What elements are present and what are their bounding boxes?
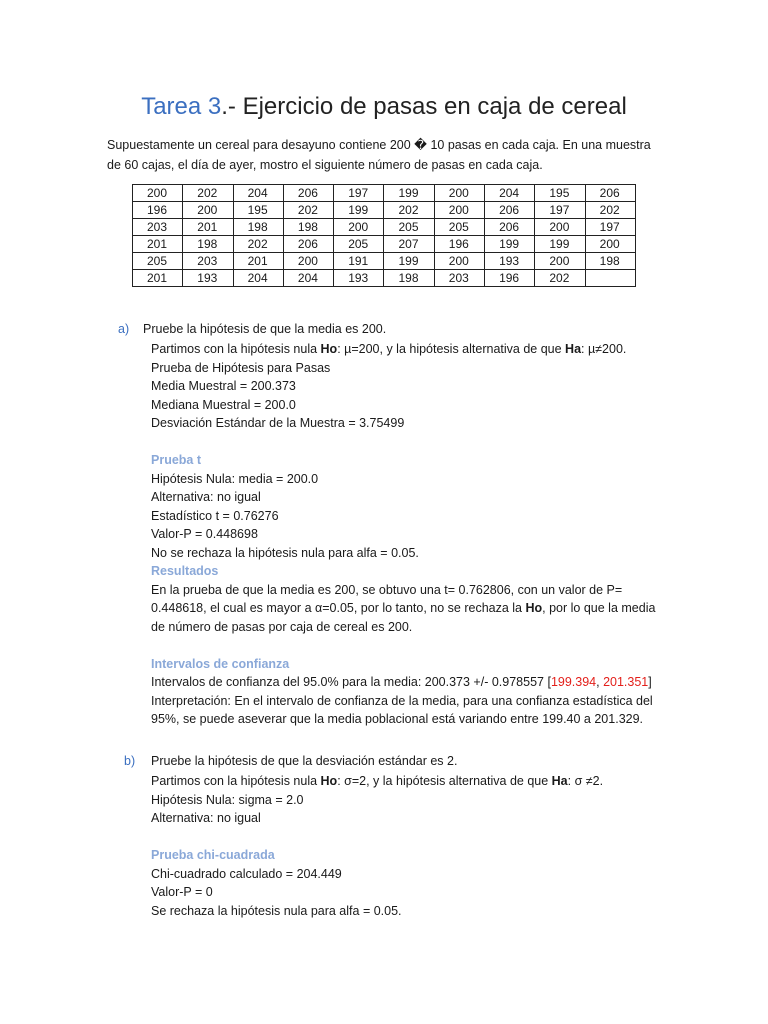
table-cell: 199	[334, 202, 384, 219]
chi-square-heading: Prueba chi-cuadrada	[151, 848, 275, 862]
table-cell: 205	[334, 236, 384, 253]
hyp-text: : µ≠200.	[581, 342, 627, 356]
ci-sep: ,	[596, 675, 604, 689]
table-cell: 200	[585, 236, 635, 253]
table-cell: 206	[585, 185, 635, 202]
interpretation-paragraph: Interpretación: En el intervalo de confianza de la media, para una confianza estadística del 95%, se puede aseverar que la media poblacional está variando entre 199.40 a 201.329.	[151, 693, 653, 726]
table-cell: 202	[233, 236, 283, 253]
table-cell: 204	[233, 270, 283, 287]
table-cell: 200	[334, 219, 384, 236]
table-cell: 197	[334, 185, 384, 202]
table-cell: 199	[384, 185, 434, 202]
title-accent: Tarea 3	[141, 93, 222, 120]
intro-paragraph: Supuestamente un cereal para desayuno contiene 200 � 10 pasas en cada caja. En una muestra de 60 cajas, el día de ayer, mostro el siguiente número de pasas en cada caja.	[107, 138, 651, 172]
item-b-body	[151, 772, 671, 920]
table-cell: 198	[384, 270, 434, 287]
table-cell: 196	[485, 270, 535, 287]
table-cell: 206	[283, 236, 333, 253]
hyp-text: : σ=2, y la hipótesis alternativa de que	[337, 774, 552, 788]
table-cell: 195	[535, 185, 585, 202]
hypothesis-line-a	[151, 340, 671, 359]
table-cell: 206	[485, 219, 535, 236]
hyp-text: : σ ≠2.	[567, 774, 604, 788]
table-cell: 205	[384, 219, 434, 236]
table-cell: 201	[233, 253, 283, 270]
table-cell: 207	[384, 236, 434, 253]
table-cell: 200	[183, 202, 233, 219]
results-paragraph	[151, 581, 671, 637]
ho-label: Ho	[320, 774, 338, 788]
table-cell: 199	[535, 236, 585, 253]
table-cell: 206	[485, 202, 535, 219]
table-cell: 197	[585, 219, 635, 236]
item-a-heading: Pruebe la hipótesis de que la media es 200.	[143, 322, 387, 336]
text-line: No se rechaza la hipótesis nula para alfa = 0.05.	[151, 545, 419, 560]
table-cell: 204	[283, 270, 333, 287]
ci-text: Intervalos de confianza del 95.0% para la media: 200.373 +/- 0.978557 [	[151, 675, 551, 689]
table-row	[133, 253, 636, 270]
ci-end: ]	[648, 675, 652, 689]
text-line: Valor-P = 0.448698	[151, 527, 258, 541]
table-cell: 203	[434, 270, 484, 287]
table-cell: 204	[233, 185, 283, 202]
ci-lower: 199.394	[550, 675, 597, 689]
results-heading: Resultados	[151, 564, 219, 578]
table-cell: 202	[384, 202, 434, 219]
text-line: Mediana Muestral = 200.0	[151, 397, 296, 412]
table-cell: 200	[535, 253, 585, 270]
table-cell	[585, 270, 635, 287]
table-cell: 202	[585, 202, 635, 219]
table-cell: 200	[434, 185, 484, 202]
table-cell: 193	[334, 270, 384, 287]
table-cell: 193	[183, 270, 233, 287]
table-row	[133, 185, 636, 202]
table-cell: 198	[283, 219, 333, 236]
table-cell: 201	[133, 270, 183, 287]
table-cell: 196	[434, 236, 484, 253]
text-line: Prueba de Hipótesis para Pasas	[151, 360, 331, 375]
table-cell: 205	[133, 253, 183, 270]
table-cell: 199	[485, 236, 535, 253]
text-line: Alternativa: no igual	[151, 490, 261, 504]
table-cell: 203	[183, 253, 233, 270]
table-cell: 203	[133, 219, 183, 236]
table-cell: 197	[535, 202, 585, 219]
table-row	[133, 202, 636, 219]
text-line: Desviación Estándar de la Muestra = 3.75499	[151, 416, 405, 430]
table-row	[133, 270, 636, 287]
table-cell: 200	[133, 185, 183, 202]
table-cell: 204	[485, 185, 535, 202]
hyp-text: Partimos con la hipótesis nula	[151, 774, 321, 788]
text-line: Estadístico t = 0.76276	[151, 508, 279, 523]
ho-label: Ho	[525, 601, 543, 615]
table-cell: 199	[384, 253, 434, 270]
table-cell: 201	[183, 219, 233, 236]
table-cell: 202	[283, 202, 333, 219]
table-cell: 196	[133, 202, 183, 219]
results-text: En la prueba de que la media es 200, se obtuvo una t= 0.762806, con un valor de P= 0.448618, el cual es mayor a α=0.05, por lo tanto, no se rechaza la	[151, 582, 623, 615]
raisins-table	[132, 184, 636, 287]
text-line: Se rechaza la hipótesis nula para alfa = 0.05.	[151, 903, 402, 918]
text-line: Alternativa: no igual	[151, 811, 261, 825]
results-text: , por lo que la media de número de pasas por caja de cereal es 200.	[151, 601, 656, 634]
table-cell: 195	[233, 202, 283, 219]
ha-label: Ha	[565, 342, 582, 356]
table-cell: 193	[485, 253, 535, 270]
ha-label: Ha	[551, 774, 568, 788]
table-cell: 198	[585, 253, 635, 270]
table-cell: 191	[334, 253, 384, 270]
table-cell: 200	[434, 202, 484, 219]
text-line: Valor-P = 0	[151, 885, 213, 899]
item-a-body	[151, 340, 671, 729]
hyp-text: : µ=200, y la hipótesis alternativa de que	[337, 342, 566, 356]
item-b-letter: b)	[124, 754, 136, 768]
table-cell: 198	[233, 219, 283, 236]
confidence-heading: Intervalos de confianza	[151, 656, 290, 671]
text-line: Chi-cuadrado calculado = 204.449	[151, 866, 342, 881]
table-row	[133, 236, 636, 253]
text-line: Media Muestral = 200.373	[151, 379, 296, 393]
confidence-line	[151, 673, 671, 692]
text-line: Hipótesis Nula: media = 200.0	[151, 471, 319, 486]
table-cell: 205	[434, 219, 484, 236]
table-cell: 206	[283, 185, 333, 202]
item-b-heading: Pruebe la hipótesis de que la desviación estándar es 2.	[151, 754, 458, 768]
hypothesis-line-b	[151, 772, 671, 791]
page-title	[0, 92, 768, 122]
text-line: Hipótesis Nula: sigma = 2.0	[151, 792, 304, 807]
table-cell: 198	[183, 236, 233, 253]
table-cell: 200	[283, 253, 333, 270]
table-cell: 201	[133, 236, 183, 253]
t-test-heading: Prueba t	[151, 453, 202, 467]
table-row	[133, 219, 636, 236]
hyp-text: Partimos con la hipótesis nula	[151, 342, 321, 356]
ci-upper: 201.351	[603, 675, 649, 689]
table-cell: 202	[183, 185, 233, 202]
table-cell: 200	[535, 219, 585, 236]
table-cell: 202	[535, 270, 585, 287]
title-rest: .- Ejercicio de pasas en caja de cereal	[221, 93, 627, 120]
ho-label: Ho	[320, 342, 338, 356]
item-a-letter: a)	[118, 322, 130, 336]
table-cell: 200	[434, 253, 484, 270]
